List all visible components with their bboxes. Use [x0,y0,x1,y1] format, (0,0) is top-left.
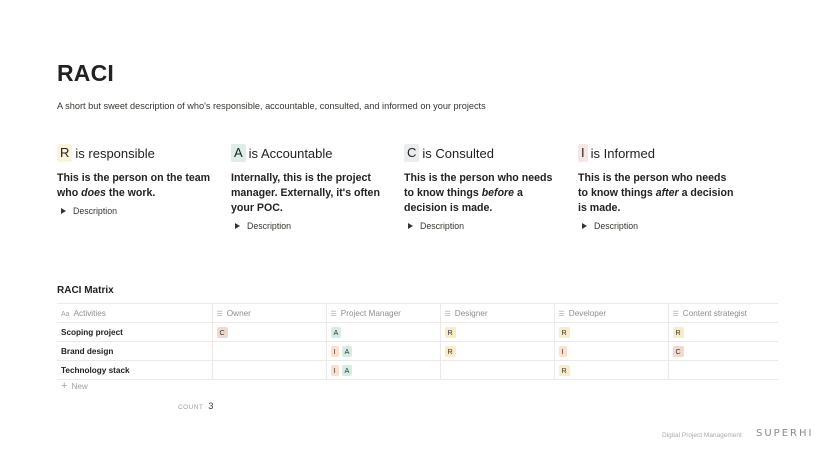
card-body-text: Internally, this is the project manager. Externally, it's often your POC. [231,172,380,214]
activity-cell[interactable]: Scoping project [57,323,212,342]
raci-card-a [231,144,391,231]
role-tag-r: R [559,327,570,338]
column-header-content-strategist[interactable] [668,304,778,323]
column-header-label: Designer [454,308,488,318]
role-cell[interactable] [212,342,326,361]
card-heading-text: is Accountable [248,145,333,161]
role-cell[interactable] [554,323,668,342]
card-body [231,171,391,216]
column-header-label: Developer [568,308,607,318]
page-description: A short but sweet description of who's responsible, accountable, consulted, and informed on your projects [57,101,486,111]
card-body-text: the work. [105,187,156,199]
role-cell[interactable] [212,361,326,380]
column-header-developer[interactable] [554,304,668,323]
card-body-emphasis: before [481,187,515,199]
role-cell[interactable] [668,323,778,342]
role-cell[interactable] [440,342,554,361]
page-title: RACI [57,60,115,86]
table-row[interactable] [57,342,778,361]
role-cell[interactable] [668,342,778,361]
role-cell[interactable] [326,361,440,380]
card-body-emphasis: after [655,187,679,199]
role-cell[interactable] [554,342,668,361]
card-heading-text: is responsible [75,145,155,161]
card-body-text: This is the person who needs to know things [404,172,553,199]
column-header-project-manager[interactable] [326,304,440,323]
role-cell[interactable] [212,323,326,342]
role-tag-a: A [331,327,342,338]
card-heading-text: is Consulted [422,145,494,161]
card-body [404,171,564,216]
column-header-designer[interactable] [440,304,554,323]
description-toggle[interactable] [578,221,738,231]
role-tag-i: I [559,346,567,357]
toggle-label: Description [420,221,465,231]
role-tag-r: R [673,327,684,338]
card-body-emphasis: does [81,187,106,199]
count-value: 3 [208,401,214,411]
raci-card-r [57,144,217,216]
role-cell[interactable] [668,361,778,380]
column-header-label: Owner [226,308,251,318]
multiselect-property-icon: ☰ [444,310,451,318]
role-tag-c: C [673,346,684,357]
activity-cell[interactable]: Technology stack [57,361,212,380]
card-letter-badge: I [578,144,588,162]
raci-matrix-table [57,303,778,380]
multiselect-property-icon: ☰ [672,310,679,318]
raci-cards [57,144,777,244]
column-header-label: Project Manager [340,308,401,318]
raci-card-i [578,144,738,231]
table-row[interactable] [57,361,778,380]
multiselect-property-icon: ☰ [558,310,565,318]
card-body [57,171,217,201]
card-heading [404,144,564,162]
card-heading [231,144,391,162]
card-body-text: a decision is made. [578,187,734,214]
role-cell[interactable] [554,361,668,380]
toggle-triangle-icon [408,223,413,229]
column-header-label: Activities [73,308,106,318]
card-body-text: This is the person who needs to know things [578,172,727,199]
new-row-button[interactable] [61,381,88,391]
toggle-label: Description [594,221,639,231]
card-letter-badge: C [404,144,419,162]
role-tag-c: C [217,327,228,338]
table-row[interactable] [57,323,778,342]
column-header-owner[interactable] [212,304,326,323]
description-toggle[interactable] [231,221,391,231]
card-letter-badge: R [57,144,72,162]
role-tag-i: I [331,346,339,357]
role-cell[interactable] [326,323,440,342]
matrix-title: RACI Matrix [57,285,114,296]
description-toggle[interactable] [404,221,564,231]
plus-icon: + [61,380,68,392]
card-body-text: a decision is made. [404,187,523,214]
card-heading [57,144,217,162]
description-toggle[interactable] [57,206,217,216]
count-summary[interactable] [178,401,213,411]
toggle-triangle-icon [61,208,66,214]
card-body [578,171,738,216]
title-property-icon: Aa [61,310,70,318]
multiselect-property-icon: ☰ [330,310,337,318]
raci-card-c [404,144,564,231]
new-row-label: New [71,381,88,391]
card-letter-badge: A [231,144,246,162]
count-label: COUNT [178,404,204,411]
column-header-label: Content strategist [682,308,747,318]
column-header-activities[interactable] [57,304,212,323]
table-header-row [57,304,778,323]
role-tag-r: R [445,346,456,357]
role-tag-r: R [559,365,570,376]
role-cell[interactable] [440,323,554,342]
role-cell[interactable] [326,342,440,361]
role-tag-a: A [342,346,353,357]
toggle-triangle-icon [235,223,240,229]
footer-brand-logo: SUPERHI [756,428,814,439]
multiselect-property-icon: ☰ [216,310,223,318]
card-heading-text: is Informed [590,145,655,161]
activity-cell[interactable]: Brand design [57,342,212,361]
toggle-triangle-icon [582,223,587,229]
role-cell[interactable] [440,361,554,380]
role-tag-i: I [331,365,339,376]
role-tag-a: A [342,365,353,376]
toggle-label: Description [73,206,118,216]
card-heading [578,144,738,162]
role-tag-r: R [445,327,456,338]
toggle-label: Description [247,221,292,231]
card-body-text: This is the person on the team who [57,172,211,199]
footer-course-name: Digital Project Management [662,432,742,439]
